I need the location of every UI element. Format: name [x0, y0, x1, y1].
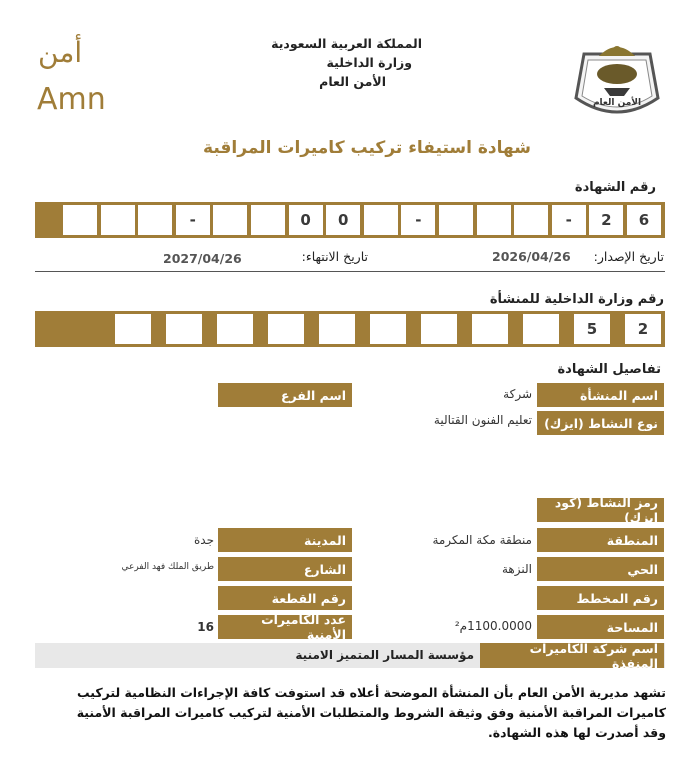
- moi-number-cell: 5: [574, 314, 610, 344]
- department-name: الأمن العام: [319, 74, 386, 89]
- moi-number-cell: [421, 314, 457, 344]
- certificate-number-cell: -: [176, 205, 210, 235]
- emblem-text: الأمن العام: [592, 98, 642, 108]
- moi-number-label: رقم وزارة الداخلية للمنشأة: [489, 292, 664, 307]
- details-section-label: تفاصيل الشهادة: [557, 362, 661, 377]
- expiry-date-label: تاريخ الانتهاء:: [301, 249, 368, 264]
- moi-number-cell: [166, 314, 202, 344]
- certificate-number-cell: [213, 205, 247, 235]
- public-security-emblem: [574, 36, 660, 124]
- district-label: الحي: [537, 557, 664, 581]
- cameras-count-label: عدد الكاميرات الأمنية: [218, 615, 352, 639]
- moi-number-cell: [523, 314, 559, 344]
- issue-date-label: تاريخ الإصدار:: [593, 249, 664, 264]
- plot-number-label: رقم القطعة: [218, 586, 352, 610]
- cameras-count-value: 16: [197, 620, 214, 634]
- certificate-number-cell: 0: [326, 205, 360, 235]
- plan-number-label: رقم المخطط: [537, 586, 664, 610]
- moi-number-cell: [115, 314, 151, 344]
- area-label: المساحة: [537, 615, 664, 639]
- certificate-number-cell: -: [401, 205, 435, 235]
- issue-date-value: 2026/04/26: [492, 249, 571, 264]
- kingdom-name: المملكة العربية السعودية: [271, 36, 422, 51]
- certificate-number-cell: [138, 205, 172, 235]
- brand-ar: أمن: [38, 36, 83, 69]
- district-value: النزهة: [502, 562, 532, 576]
- certification-statement: تشهد مديرية الأمن العام بأن المنشأة الموضحة أعلاه قد استوفت كافة الإجراءات النظامية لتركيب كاميرات المراقبة الأمنية وفق وثيقة الشروط والمتطلبات الأمنية لتركيب كاميرات المراقبة الأمنية وقد أصدرت لها هذه الشهادة.: [76, 685, 666, 740]
- certificate-number-cell: [477, 205, 511, 235]
- certificate-title: شهادة استيفاء تركيب كاميرات المراقبة: [203, 138, 531, 158]
- moi-number-cell: [319, 314, 355, 344]
- city-label: المدينة: [218, 528, 352, 552]
- expiry-date-value: 2027/04/26: [163, 251, 242, 266]
- ministry-name: وزارة الداخلية: [326, 55, 412, 70]
- moi-number-cell: [268, 314, 304, 344]
- street-label: الشارع: [218, 557, 352, 581]
- activity-type-label: نوع النشاط (ايزك): [537, 411, 664, 435]
- moi-number-cell: [217, 314, 253, 344]
- area-value: 1100.0000م²: [454, 619, 532, 633]
- camera-company-label: اسم شركة الكاميرات المنفذة: [480, 643, 664, 668]
- facility-name-label: اسم المنشأة: [537, 383, 664, 407]
- certificate-number-cell: 0: [289, 205, 323, 235]
- activity-code-label: رمز النشاط (كود ايزك): [537, 498, 664, 522]
- certificate-number-cell: [514, 205, 548, 235]
- activity-type-value: تعليم الفنون القتالية: [433, 413, 532, 427]
- moi-number-cell: 2: [625, 314, 661, 344]
- city-value: جدة: [193, 533, 214, 547]
- certificate-number-cell: [439, 205, 473, 235]
- certificate-number-cell: -: [552, 205, 586, 235]
- certificate-number-cell: 6: [627, 205, 661, 235]
- certificate-number-cell: [63, 205, 97, 235]
- certificate-number-cell: 2: [589, 205, 623, 235]
- region-value: منطقة مكة المكرمة: [432, 533, 532, 547]
- moi-number-cell: [472, 314, 508, 344]
- certificate-number-cell: [101, 205, 135, 235]
- moi-number-cell: [370, 314, 406, 344]
- divider: [35, 271, 665, 272]
- region-label: المنطقة: [537, 528, 664, 552]
- certificate-number-cell: [251, 205, 285, 235]
- certificate-number-label: رقم الشهادة: [574, 180, 656, 195]
- street-value: طريق الملك فهد الفرعي: [121, 562, 214, 572]
- facility-name-value: شركة: [503, 387, 532, 401]
- branch-name-label: اسم الفرع: [218, 383, 352, 407]
- certificate-number-cell: [364, 205, 398, 235]
- brand-en: Amn: [37, 82, 106, 117]
- camera-company-value: مؤسسة المسار المتميز الامنية: [295, 648, 474, 662]
